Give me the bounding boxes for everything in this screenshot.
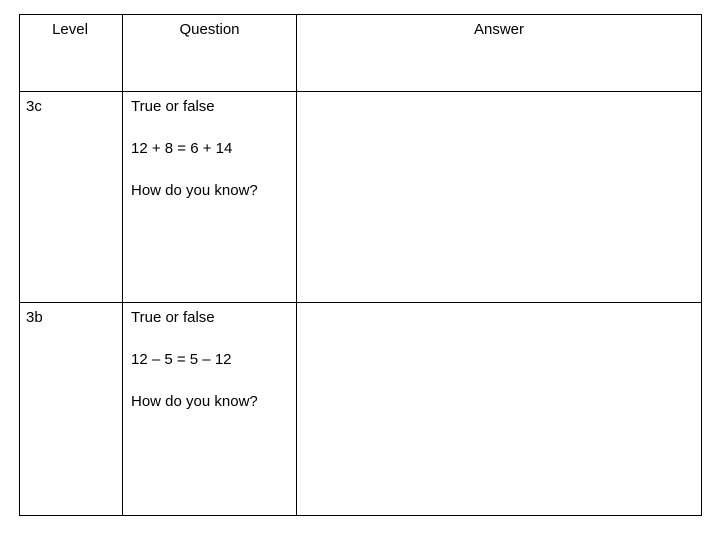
- question-line: 12 + 8 = 6 + 14: [131, 140, 233, 157]
- question-line: How do you know?: [131, 182, 258, 199]
- question-line: True or false: [131, 309, 215, 326]
- question-header: Question: [123, 15, 297, 92]
- answer-header: Answer: [297, 15, 702, 92]
- level-header: [20, 15, 123, 92]
- question-line: True or false: [131, 98, 215, 115]
- level-header-label: Level: [52, 21, 88, 38]
- answer-cell[interactable]: [297, 92, 702, 303]
- table-row: [20, 92, 702, 303]
- table-row: [20, 303, 702, 516]
- header-row: [20, 15, 702, 92]
- question-cell: [123, 92, 297, 303]
- question-line: 12 – 5 = 5 – 12: [131, 351, 232, 368]
- level-cell: 3b: [20, 303, 123, 516]
- answer-cell[interactable]: [297, 303, 702, 516]
- worksheet-table: [19, 14, 702, 516]
- question-cell: [123, 303, 297, 516]
- level-cell: 3c: [20, 92, 123, 303]
- question-line: How do you know?: [131, 393, 258, 410]
